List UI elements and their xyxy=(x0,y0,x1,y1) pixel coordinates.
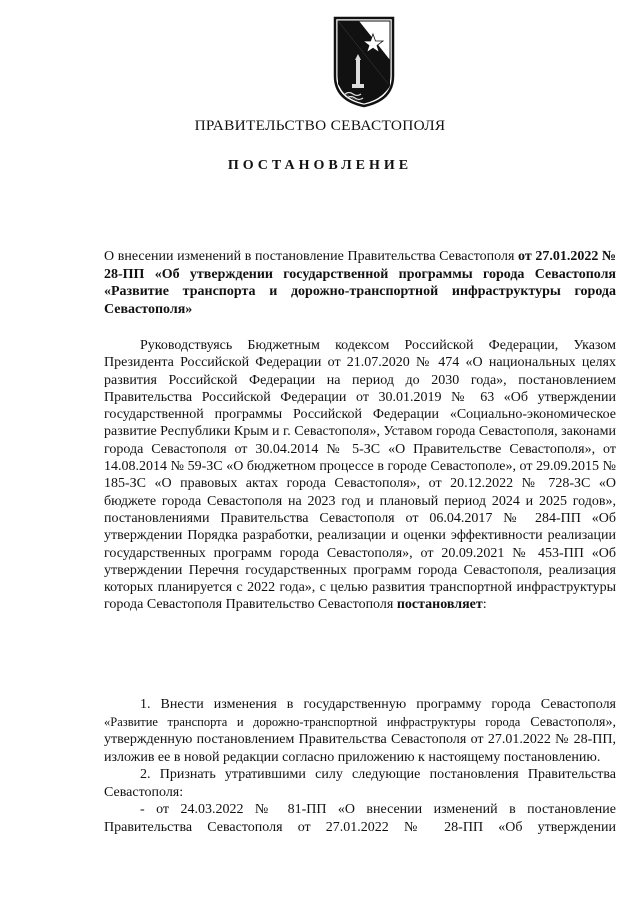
preamble-tail: Правительство Севастополя xyxy=(225,597,394,613)
preamble-verb: постановляет xyxy=(396,597,483,613)
organization-name: ПРАВИТЕЛЬСТВО СЕВАСТОПОЛЯ xyxy=(194,118,446,134)
preamble-colon: : xyxy=(482,597,487,613)
preamble-paragraph xyxy=(104,337,616,614)
preamble-text: Руководствуясь Бюджетным кодексом Российской Федерации, Указом Президента Российской Федерации от 21.07.2020 № 474 «О национальных целях развития Российской Федерации на период до 2030 года», постановлением Правительства Российской Федерации от 30.01.2019 № 63 «Об утверждении государственной программы Российской Федерации «Социально-экономическое развитие Республики Крым и г. Севастополя», Уставом города Севастополя, законами города Севастополя от 30.04.2014 № 5-ЗС «О Правительстве Севастополя», от 14.08.2014 № 59-ЗС «О бюджетном процессе в городе Севастополе», от 29.09.2015 № 185-ЗС «О правовых актах города Севастополя», от 20.12.2022 № 728-ЗС «О бюджете города Севастополя на 2023 год и плановый период 2024 и 2025 годов», постановлениями Правительства Севастополя от 06.04.2017 № 284-ПП «Об утверждении Порядка разработки, реализации и оценки эффективности реализации государственных программ города Севастополя», от 20.09.2021 № 453-ПП «Об утверждении Перечня государственных программ города Севастополя, реализация которых планируется с 2022 года», с целью развития транспортной инфраструктуры города Севастополя xyxy=(104,338,616,613)
document-title xyxy=(104,248,616,318)
title-rest: от 27.01.2022 № 28-ПП «Об утверждении государственной программы города Севастополя «Развитие транспорта и дорожно-транспортной инфраструктуры города Севастополя» xyxy=(104,249,616,317)
document-type: ПОСТАНОВЛЕНИЕ xyxy=(227,158,413,173)
item-1-rest: Севастополя», утвержденную постановлением Правительства Севастополя от 27.01.2022 № 28-ПП, изложив ее в новой редакции согласно приложению к настоящему постановлению. xyxy=(104,714,616,765)
item-2-sub-1: - от 24.03.2022 № 81-ПП «О внесении изменений в постановление Правительства Севастополя от 27.01.2022 № 28-ПП «Об утверждении xyxy=(104,802,616,835)
preamble xyxy=(104,337,616,614)
title-line-1: О внесении изменений в постановление Правительства Севастополя xyxy=(104,249,515,264)
sevastopol-coat-of-arms-icon xyxy=(333,14,395,108)
item-1-program-name: «Развитие транспорта и дорожно-транспортной инфраструктуры города xyxy=(104,714,521,729)
item-1 xyxy=(104,696,616,766)
item-2: 2. Признать утратившими силу следующие постановления Правительства Севастополя: xyxy=(104,767,616,800)
item-1-start: 1. Внести изменения в государственную программу города Севастополя xyxy=(140,697,616,712)
resolution-items xyxy=(104,696,616,836)
